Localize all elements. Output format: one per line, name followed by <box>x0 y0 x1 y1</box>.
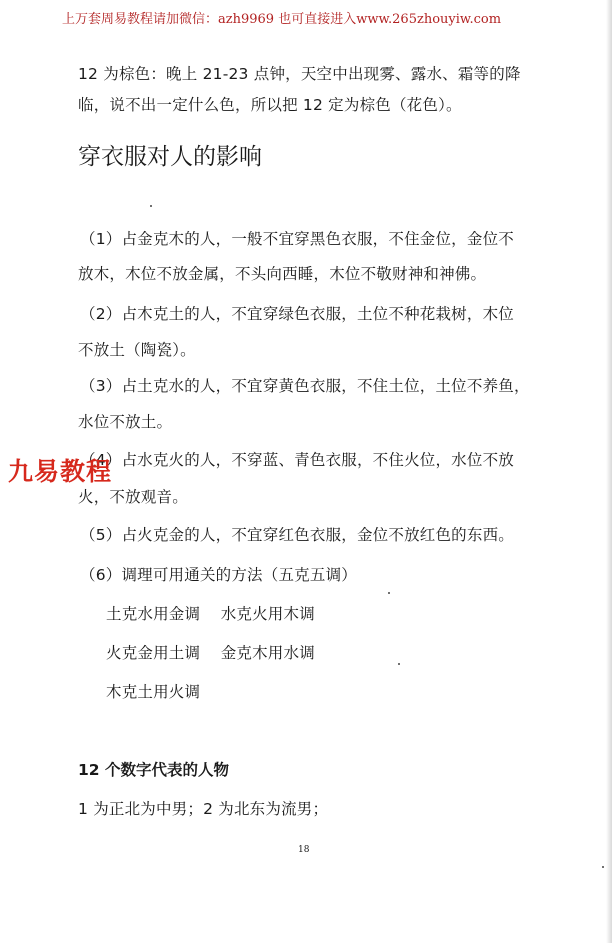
watermark-logo: 九易教程 <box>8 457 113 486</box>
method-row-1: 土克水用金调 水克火用木调 <box>106 605 315 623</box>
intro-line-2: 临，说不出一定什么色，所以把 12 定为棕色（花色）。 <box>78 96 462 114</box>
method-row-3: 木克土用火调 <box>106 683 201 701</box>
subsection-title: 12 个数字代表的人物 <box>78 761 229 779</box>
item-6-line-1: （6）调理可用通关的方法（五克五调） <box>80 566 357 584</box>
scan-speck <box>150 205 152 207</box>
item-2-line-2: 不放土（陶瓷）。 <box>78 341 196 359</box>
scan-speck <box>398 663 400 665</box>
item-1-line-2: 放木，木位不放金属，不头向西睡，木位不敬财神和神佛。 <box>78 265 487 283</box>
item-4-line-1: （4）占水克火的人，不穿蓝、青色衣服，不住火位，水位不放 <box>80 451 514 469</box>
promo-header: 上万套周易教程请加微信：azh9969 也可直接进入www.265zhouyiw.com <box>62 12 502 27</box>
item-3-line-1: （3）占土克水的人，不宜穿黄色衣服，不住土位，土位不养鱼， <box>80 377 530 395</box>
section-title: 穿衣服对人的影响 <box>78 144 262 170</box>
method-row-2: 火克金用土调 金克木用水调 <box>106 644 315 662</box>
scan-speck <box>388 592 390 594</box>
intro-line-1: 12 为棕色：晚上 21-23 点钟，天空中出现雾、露水、霜等的降 <box>78 65 521 83</box>
page-number: 18 <box>298 845 310 855</box>
people-line: 1 为正北为中男；2 为北东为流男； <box>78 800 329 818</box>
scan-speck <box>602 866 604 868</box>
item-5-line-1: （5）占火克金的人，不宜穿红色衣服，金位不放红色的东西。 <box>80 526 514 544</box>
item-2-line-1: （2）占木克土的人，不宜穿绿色衣服，土位不种花栽树，木位 <box>80 305 514 323</box>
item-1-line-1: （1）占金克木的人，一般不宜穿黑色衣服，不住金位，金位不 <box>80 230 514 248</box>
item-3-line-2: 水位不放土。 <box>78 413 173 431</box>
item-4-line-2: 火，不放观音。 <box>78 488 188 506</box>
scan-edge <box>606 0 612 943</box>
